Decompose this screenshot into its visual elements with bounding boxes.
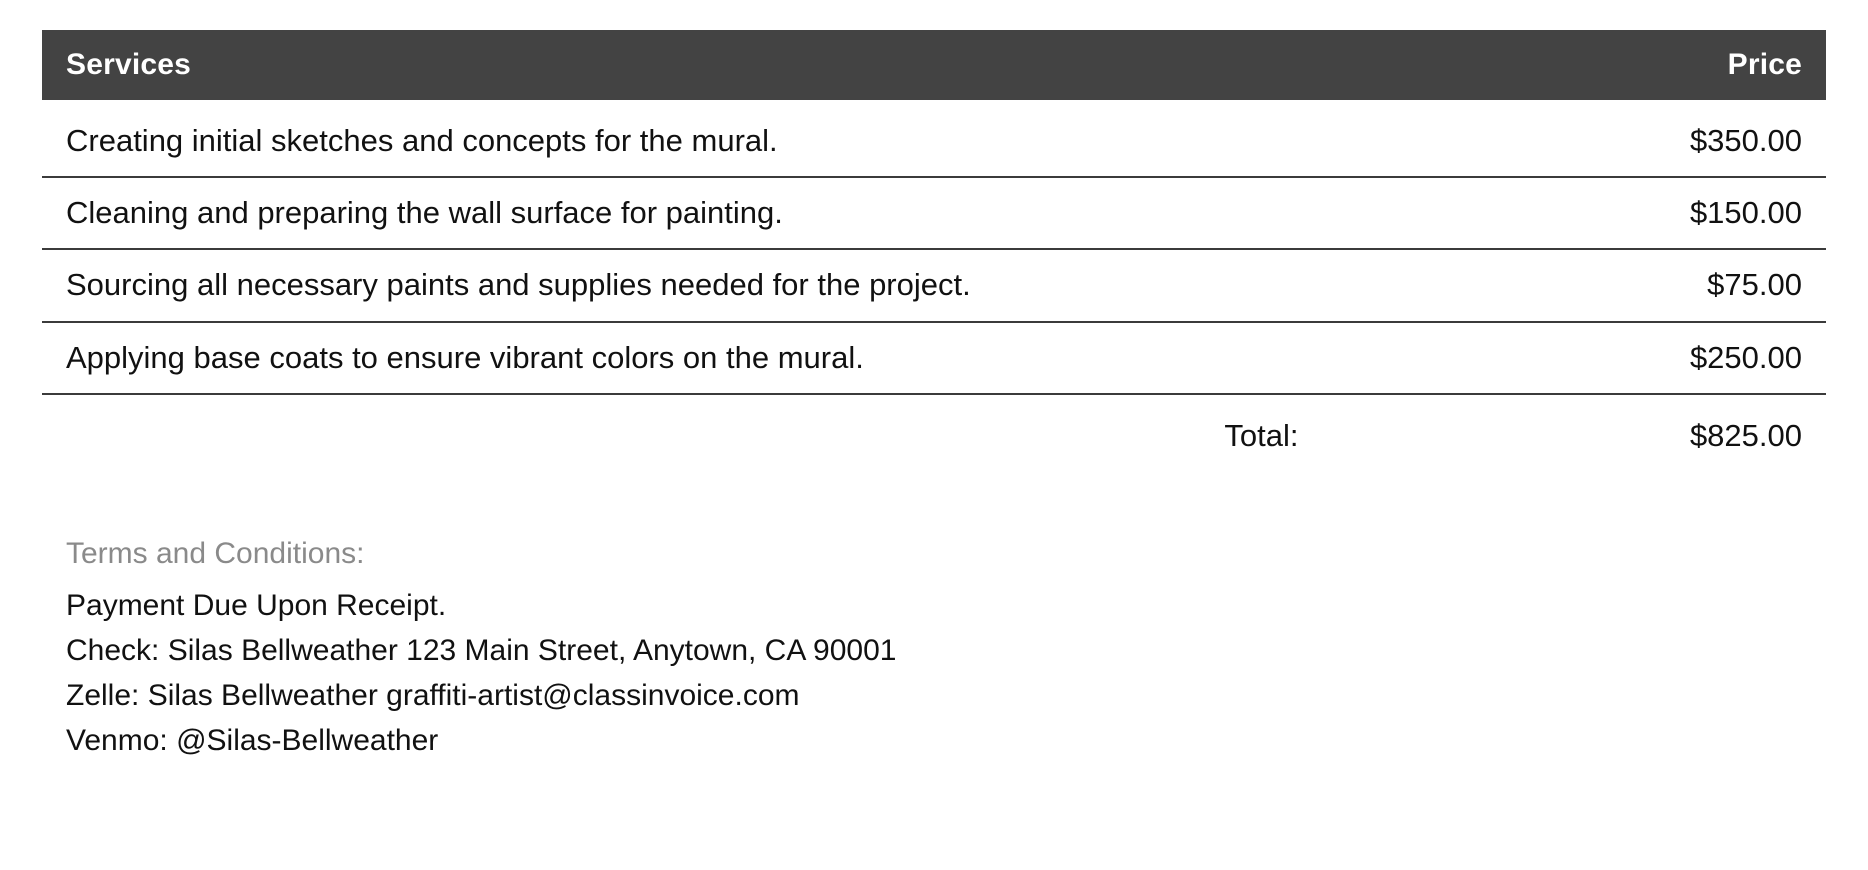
service-description: Sourcing all necessary paints and supplies needed for the project. [42, 249, 1326, 321]
services-price-table [42, 30, 1826, 471]
service-description: Cleaning and preparing the wall surface for painting. [42, 177, 1326, 249]
table-row [42, 100, 1826, 177]
terms-line-zelle: Zelle: Silas Bellweather graffiti-artist@classinvoice.com [66, 678, 800, 712]
terms-and-conditions-section [42, 537, 1826, 763]
service-price: $250.00 [1326, 322, 1826, 394]
table-row [42, 177, 1826, 249]
table-header [42, 30, 1826, 100]
terms-line-venmo: Venmo: @Silas-Bellweather [66, 723, 439, 757]
service-price: $350.00 [1326, 100, 1826, 177]
terms-title: Terms and Conditions: [66, 536, 365, 570]
total-label: Total: [1224, 417, 1299, 453]
service-price: $75.00 [1326, 249, 1826, 321]
table-total-row [42, 394, 1826, 471]
terms-line-check: Check: Silas Bellweather 123 Main Street, Anytown, CA 90001 [66, 633, 897, 667]
column-header-price: Price [1326, 30, 1826, 100]
service-description: Creating initial sketches and concepts for the mural. [42, 100, 1326, 177]
table-header-row [42, 30, 1826, 100]
table-row [42, 249, 1826, 321]
service-description: Applying base coats to ensure vibrant colors on the mural. [42, 322, 1326, 394]
total-value: $825.00 [1689, 417, 1802, 453]
table-body [42, 100, 1826, 471]
service-price: $150.00 [1326, 177, 1826, 249]
table-row [42, 322, 1826, 394]
column-header-services: Services [42, 30, 1326, 100]
terms-line-payment: Payment Due Upon Receipt. [66, 588, 447, 622]
